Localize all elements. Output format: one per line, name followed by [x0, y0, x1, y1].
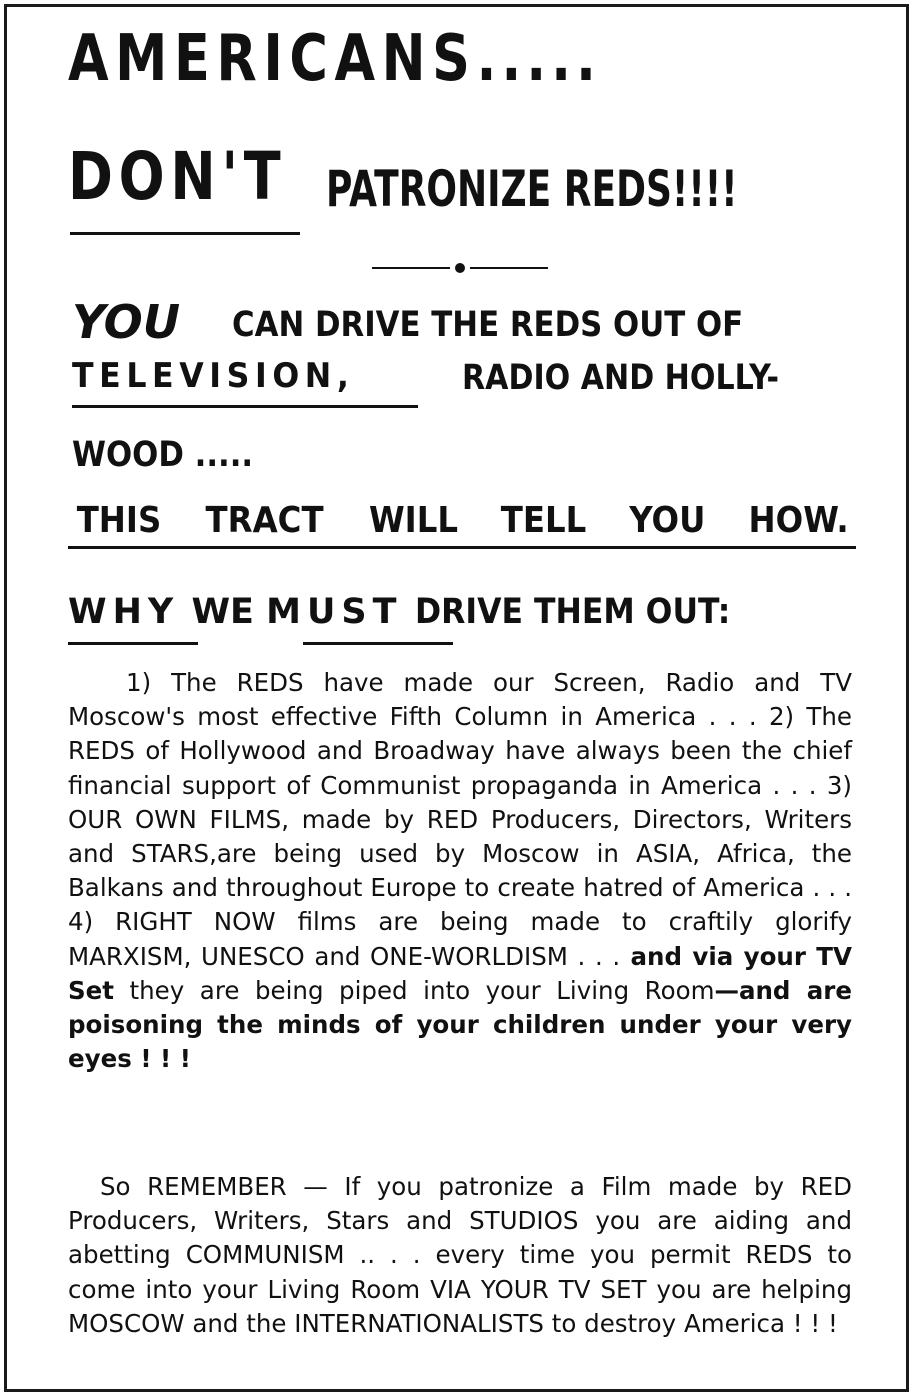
call-line-3: WOOD .....: [72, 435, 254, 475]
p1-bold-1: and via your TV Set: [68, 941, 852, 1005]
you-word: YOU: [72, 295, 181, 349]
line4-word: WILL: [368, 500, 458, 541]
body-paragraph-2: So REMEMBER — If you patronize a Film made by RED Producers, Writers, Stars and STUDIOS you are aiding and abetting COMMUNISM .. . . every time you permit REDS to come into your Living Room VIA YOUR TV SET you are helping MOSCOW and the INTERNATIONALISTS to destroy America ! ! !: [68, 1172, 852, 1338]
p1-bold-2: —and are poisoning the minds of your children under your very eyes ! ! !: [68, 975, 852, 1074]
section-rule: [68, 546, 856, 549]
headline-patronize: PATRONIZE REDS!!!!: [326, 160, 738, 218]
line4-word: TRACT: [205, 500, 324, 541]
body-paragraph-1: [68, 666, 852, 1076]
call-line-1: CAN DRIVE THE REDS OUT OF: [232, 305, 744, 345]
ornament-divider: [372, 262, 548, 274]
dont-word: DON'T: [68, 138, 287, 215]
television-underline: [72, 405, 418, 408]
headline-dont: [68, 138, 334, 215]
headline-dots: .....: [476, 22, 601, 96]
line4-word: HOW.: [748, 500, 849, 541]
call-line-2: RADIO AND HOLLY-: [462, 358, 779, 398]
p1-text: 1) The REDS have made our Screen, Radio and TV Moscow's most effective Fifth Column in America . . . 2) The REDS of Hollywood and Broadway have always been the chief financial support of Communist propaganda in America . . . 3) OUR OWN FILMS, made by RED Producers, Directors, Writers and STARS,are being used by Moscow in ASIA, Africa, the Balkans and throughout Europe to create hatred of America . . . 4) RIGHT NOW films are being made to craftily glorify MARXISM, UNESCO and ONE-WORLDISM . . .: [68, 668, 852, 971]
must-underline: [303, 642, 453, 645]
p1-text-2: they are being piped into your Living Room: [113, 975, 715, 1005]
why-word: WHY: [68, 592, 180, 632]
line4-word: TELL: [501, 500, 587, 541]
why-underline: [68, 642, 198, 645]
why-heading: [68, 592, 765, 632]
call-line-4: [72, 500, 854, 541]
television-word: TELEVISION,: [72, 356, 355, 396]
line4-word: THIS: [76, 500, 162, 541]
must-word: MUST: [266, 592, 403, 632]
we-word: WE: [191, 592, 254, 632]
dont-underline: [70, 232, 300, 235]
line4-word: YOU: [629, 500, 706, 541]
why-rest: DRIVE THEM OUT:: [414, 592, 731, 632]
headline-americans: AMERICANS.....: [68, 22, 601, 96]
